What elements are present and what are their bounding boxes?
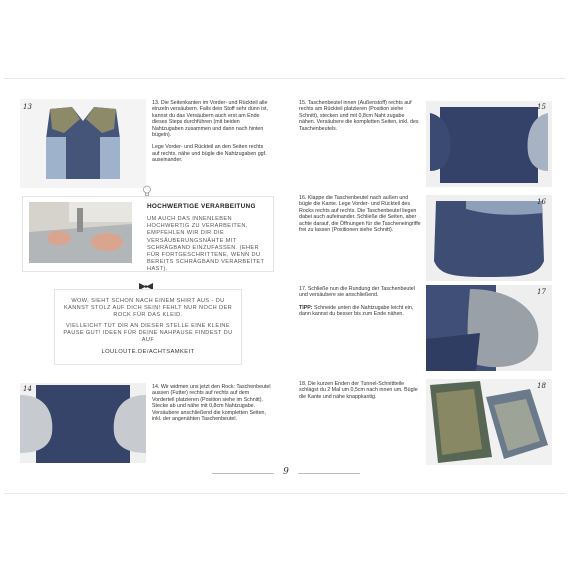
step-13-paragraph-1: 13. Die Seitenkanten im Vorder- und Rückteil alle einzeln versäubern. Falls dein Stoff sehr dünn ist, kannst du das Versäubern auch erst am Ende dieses Steps durchführen (mit beiden Nahtzugaben zusammen und dann nach hinten bügeln). — [152, 100, 268, 139]
step-18-text: 18. Die kurzen Enden der Tunnel-Schnittteile schlägst du 2 Mal um 0,5cm nach innen um. Bügle die Kante und nähe knappkantig. — [299, 381, 418, 400]
tunnel-pieces-image — [426, 379, 552, 465]
instruction-page — [4, 78, 566, 494]
step-17-text — [299, 286, 421, 324]
step-14-number: 14 — [23, 385, 32, 393]
pocket-closeup-image — [426, 285, 552, 371]
footer-rule-left — [212, 473, 274, 474]
step-16-photo — [426, 195, 552, 281]
step-13-paragraph-2: Lege Vorder- und Rückteil an den Seiten rechts auf rechts, nähe und bügle die Nahtzugaben ggf. auseinander. — [152, 144, 267, 164]
step-15-number: 15 — [537, 103, 546, 111]
break-promo-box — [54, 289, 242, 365]
step-16-text: 16. Klappe die Taschenbeutel nach außen und bügle die Kante. Lege Vorder- und Rückteil des Rocks rechts auf rechts. Die Taschenbeutel liegen dabei auch aufeinander. Schließe die Seiten, aber achte darauf, die Öffnungen für die Tascheneingriffe frei zu lassen (Positionen siehe Schnitt). — [299, 195, 421, 234]
step-16-number: 16 — [537, 198, 546, 206]
skirt-folded-image — [426, 195, 552, 281]
step-13-photo — [20, 99, 146, 188]
step-15-photo — [426, 101, 552, 187]
quality-title: HOCHWERTIGE VERARBEITUNG — [147, 203, 256, 210]
page-number: 9 — [283, 467, 289, 477]
skirt-back-image — [426, 101, 552, 187]
step-18-photo — [426, 379, 552, 465]
sewing-machine-photo — [29, 202, 132, 263]
step-17-photo — [426, 285, 552, 371]
step-15-text: 15. Taschenbeutel innen (Außenstoff) rechts auf rechts am Rückteil platzieren (Position siehe Schnitt), stecken und mit 0,8cm Naht zugabe nähen. Versäubere die kompletten Seiten, inkl. des Taschenbeutels. — [299, 100, 419, 132]
vest-image — [20, 99, 146, 188]
promo-line-1: WOW, SIEHT SCHON NACH EINEM SHIRT AUS - DU KANNST STOLZ AUF DICH SEIN! FEHLT NUR NOCH DER ROCK FÜR DAS KLEID. — [63, 298, 233, 319]
step-13-number: 13 — [23, 103, 32, 111]
step-14-photo — [20, 383, 146, 463]
skirt-front-image — [20, 383, 146, 463]
step-17-paragraph: 17. Schließe nun die Rundung der Taschenbeutel und versäubere sie anschließend. — [299, 286, 415, 299]
tip-text: Schneide unten die Nahtzugabe leicht ein, dann kannst du besser bis zum Ende nähen. — [299, 304, 414, 318]
sewing-image — [29, 202, 132, 263]
step-17-tip — [299, 305, 421, 318]
step-17-number: 17 — [537, 288, 546, 296]
promo-line-2: VIELLEICHT TUT DIR AN DIESER STELLE EINE KLEINE PAUSE GUT! IDEEN FÜR DEINE NAHPAUSE FINDEST DU AUF — [63, 323, 233, 344]
tip-label: TIPP: — [299, 304, 313, 311]
footer-rule-right — [298, 473, 360, 474]
promo-link[interactable]: LOULOUTE.DE/ACHTSAMKEIT — [101, 349, 195, 355]
step-14-text: 14. Wir widmen uns jetzt den Rock: Taschenbeutel aussen (Futter) rechts auf rechts auf dem Vorderteil platzieren (Position siehe im Schnitt). Stecke ab und nähe mit 0,8cm Nahtzugabe. Versäubere anschließend die kompletten Seiten, inkl. der angenähten Taschenbeutel. — [152, 384, 271, 423]
quality-text: UM AUCH DAS INNENLEBEN HOCHWERTIG ZU VERARBEITEN, EMPFEHLEN WIR DIR DIE VERSÄUBERUNGSNÄHTE MIT SCHRÄGBAND EINZUFASSEN. (EHER FÜR FORTGESCHRITTENE, WENN DU BEREITS SCHRÄGBAND VERARBEITET HAST). — [147, 216, 265, 273]
step-13-text — [152, 100, 272, 170]
step-18-number: 18 — [537, 382, 546, 390]
quality-tip-box — [22, 196, 274, 272]
